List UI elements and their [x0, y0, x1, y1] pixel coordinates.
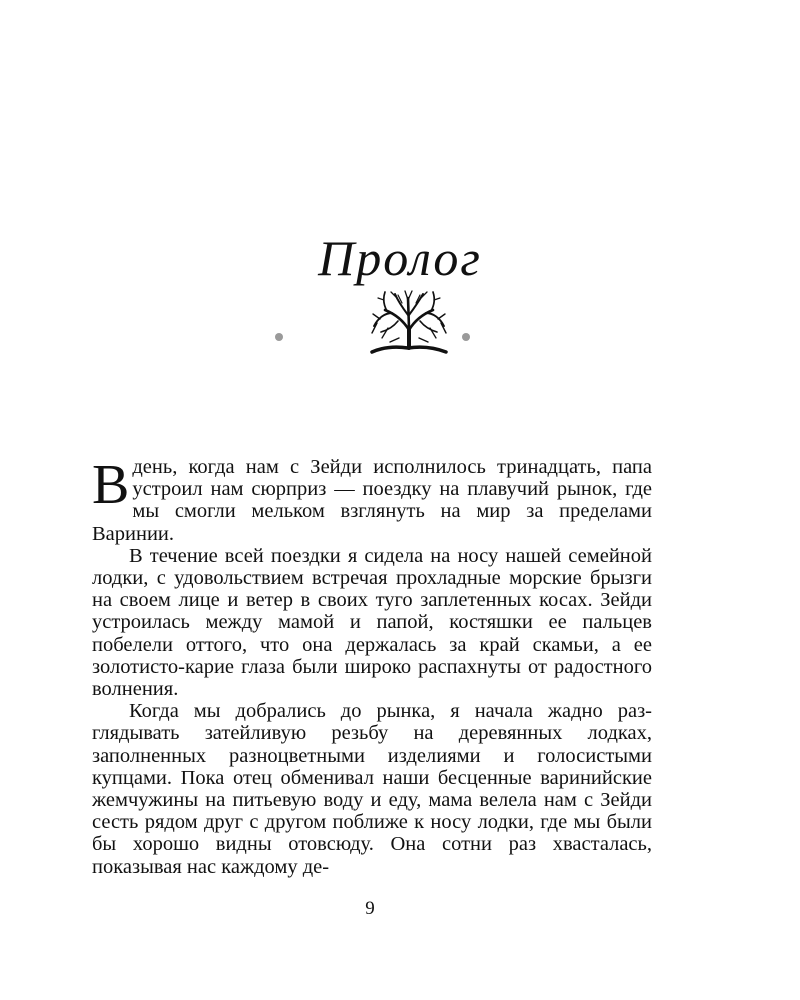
paragraph-1-text: день, когда нам с Зейди исполнилось тринадцать, папа устроил нам сюрприз — поездку на плавучий рынок, где мы смогли мельком взглянуть на мир за пределами Варинии.: [92, 456, 652, 545]
ornament-dot-right: [462, 333, 470, 341]
paragraph-3: Когда мы добрались до рынка, я начала жадно разглядывать затейливую резьбу на деревянных лодках, заполненных разноцветными изделиями и голосистыми купцами. Пока отец обменивал наши бесценные варинийские жемчужины на питьевую воду и еду, мама велела нам с Зейди сесть рядом друг с другом поближе к носу лодки, где мы были бы хорошо видны отовсюду. Она сотни раз хвасталась, показывая нас каждому де-: [92, 700, 652, 878]
paragraph-2: В течение всей поездки я сидела на носу нашей семейной лодки, с удовольствием встречая прохладные морские брызги на своем лице и ветер в своих туго заплетенных косах. Зейди устроилась между мамой и папой, костяшки ее пальцев побелели оттого, что она держалась за край скамьи, а ее золотисто-карие глаза были широко распахнуты от радостного волнения.: [92, 544, 652, 701]
ornament-dot-left: [275, 333, 283, 341]
coral-tree-shape: [372, 291, 446, 352]
chapter-title: Пролог: [318, 230, 482, 286]
coral-tree-icon: [260, 288, 540, 374]
body-text: [92, 456, 652, 878]
paragraph-1: [92, 456, 652, 545]
page-number: 9: [365, 898, 375, 919]
drop-cap: В: [92, 454, 130, 516]
